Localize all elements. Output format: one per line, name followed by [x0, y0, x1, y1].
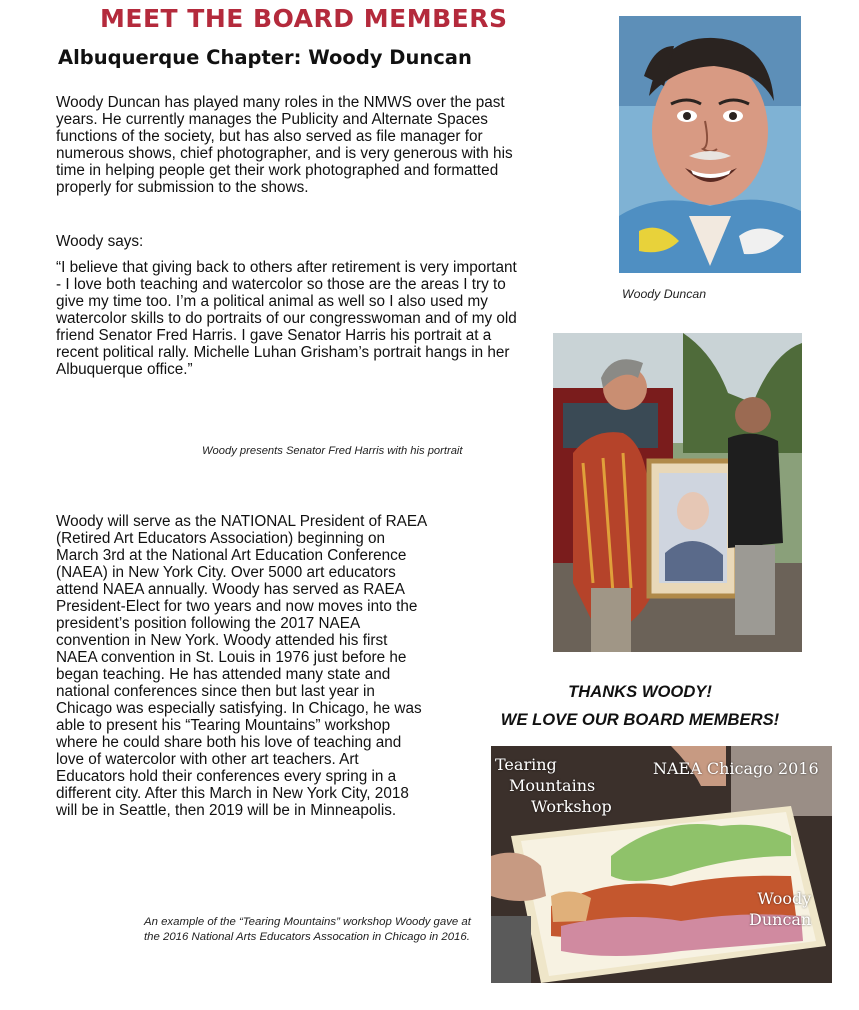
workshop-photo [491, 746, 832, 983]
caption-harris-photo: Woody presents Senator Fred Harris with his portrait [202, 445, 463, 457]
workshop-artist-label: Woody Duncan [749, 889, 812, 929]
workshop-title-label: Tearing Mountains Workshop [495, 755, 612, 816]
thanks-line-1: THANKS WOODY! [568, 682, 712, 701]
workshop-event-label: NAEA Chicago 2016 [653, 759, 819, 778]
woody-says-label: Woody says: [56, 233, 144, 250]
thanks-line-2: WE LOVE OUR BOARD MEMBERS! [500, 710, 780, 729]
woody-quote: “I believe that giving back to others after retirement is very important - I love both teaching and watercolor so those are the areas I try to give my time too. I’m a political animal as well so I also used my watercolor skills to do portraits of our congresswoman and of my old friend Senator Fred Harris. I gave Senator Harris his portrait at a recent political rally. Michelle Luhan Grisham’s portrait hangs in her Albuquerque office.” [56, 259, 517, 378]
raea-paragraph: Woody will serve as the NATIONAL President of RAEA (Retired Art Educators Association) beginning on March 3rd at the National Art Education Conference (NAEA) in New York City. Over 5000 art educators attend NAEA annually. Woody has served as RAEA President-Elect for two years and now moves into the president’s position following the 2017 NAEA convention in New York. Woody attended his first NAEA convention in St. Louis in 1976 just before he began teaching. He has attended many state and national conferences since then but last year in Chicago was especially satisfying. In Chicago, he was able to present his “Tearing Mountains” workshop where he could share both his love of teaching and love of watercolor with other art teachers. Art Educators hold their conferences every spring in a different city. After this March in New York City, 2018 will be in Seattle, then 2019 will be in Minneapolis. [56, 513, 427, 819]
intro-paragraph: Woody Duncan has played many roles in the NMWS over the past years. He currently manages the Publicity and Alternate Spaces functions of the society, but has also served as file manager for numerous shows, chief photographer, and is very generous with his time in helping people get their work photographed and formatted properly for submission to the shows. [56, 94, 513, 196]
caption-portrait-photo: Woody Duncan [622, 287, 707, 301]
page-heading: MEET THE BOARD MEMBERS [100, 4, 508, 33]
thanks-banner [462, 678, 818, 734]
harris-portrait-photo [553, 333, 802, 652]
caption-workshop-photo: An example of the “Tearing Mountains” workshop Woody gave at the 2016 National Arts Educators Assocation in Chicago in 2016. [144, 916, 471, 943]
woody-portrait-photo [619, 16, 801, 273]
chapter-subheading: Albuquerque Chapter: Woody Duncan [58, 46, 472, 69]
